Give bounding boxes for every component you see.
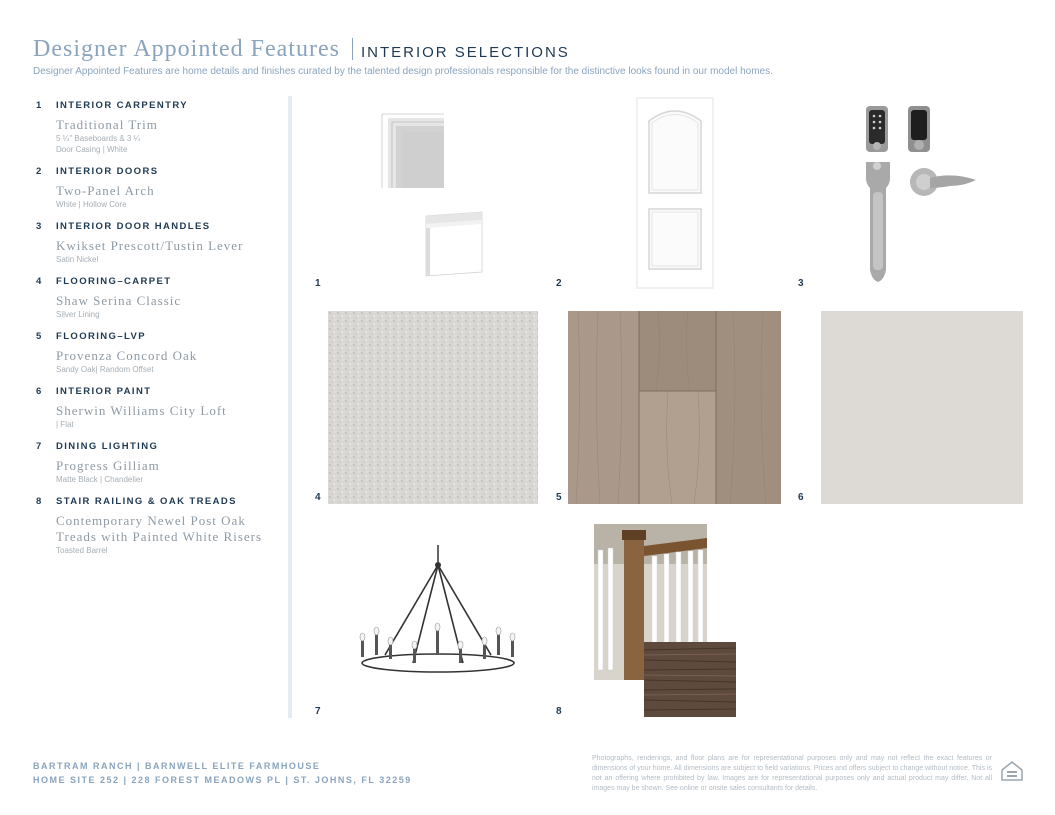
page-header [33, 36, 570, 63]
selection-category: INTERIOR PAINT [56, 386, 152, 397]
column-divider [288, 96, 292, 718]
selection-detail: Satin Nickel [56, 255, 99, 264]
page-subtitle: INTERIOR SELECTIONS [360, 44, 570, 61]
home-site-line: HOME SITE 252 | 228 FOREST MEADOWS PL | ST. JOHNS, FL 32259 [33, 775, 412, 785]
selection-name: Shaw Serina Classic [56, 293, 182, 308]
selection-number: 8 [36, 496, 43, 507]
selection-item [36, 441, 276, 485]
selection-name: Contemporary Newel Post Oak Treads with Painted White Risers [56, 513, 263, 544]
selection-number: 4 [36, 276, 43, 287]
selection-detail: | Flat [56, 420, 74, 429]
selection-detail: Door Casing | White [56, 145, 128, 154]
image-label: 5 [556, 492, 562, 503]
footer-address [33, 759, 412, 787]
community-line: BARTRAM RANCH | BARNWELL ELITE FARMHOUSE [33, 761, 321, 771]
selection-category: STAIR RAILING & OAK TREADS [56, 496, 237, 507]
selection-category: FLOORING–CARPET [56, 276, 172, 287]
selection-number: 2 [36, 166, 43, 177]
selection-number: 5 [36, 331, 43, 342]
image-label: 4 [315, 492, 321, 503]
selection-detail: White | Hollow Core [56, 200, 127, 209]
selection-detail: Sandy Oak| Random Offset [56, 365, 154, 374]
equal-housing-icon [1000, 759, 1024, 783]
image-label: 8 [556, 706, 562, 717]
selection-name: Progress Gilliam [56, 458, 160, 473]
selection-name: Provenza Concord Oak [56, 348, 198, 363]
door-handles-image [860, 100, 980, 286]
chandelier-image [355, 545, 521, 680]
selection-category: DINING LIGHTING [56, 441, 159, 452]
selection-item [36, 100, 276, 155]
intro-text: Designer Appointed Features are home details and finishes curated by the talented design professionals responsible for the distinctive looks found in our model homes. [33, 66, 773, 77]
title-divider [352, 38, 353, 60]
paint-swatch [821, 311, 1023, 504]
selection-number: 1 [36, 100, 43, 111]
selection-detail: 5 ¼" Baseboards & 3 ¼ [56, 134, 141, 143]
image-label: 7 [315, 706, 321, 717]
page-title: Designer Appointed Features [33, 36, 340, 62]
lvp-flooring-image [568, 311, 781, 504]
selection-name: Sherwin Williams City Loft [56, 403, 227, 418]
baseboard-image [422, 210, 486, 278]
selection-detail: Matte Black | Chandelier [56, 475, 144, 484]
selection-name: Traditional Trim [56, 117, 158, 132]
selection-number: 3 [36, 221, 43, 232]
selection-detail: Toasted Barrel [56, 546, 108, 555]
selection-number: 6 [36, 386, 43, 397]
selection-item [36, 166, 276, 210]
image-label: 3 [798, 278, 804, 289]
two-panel-door-image [636, 97, 714, 289]
selection-detail: Silver Lining [56, 310, 100, 319]
trim-casing-image [378, 110, 444, 188]
selection-number: 7 [36, 441, 43, 452]
selection-category: INTERIOR DOORS [56, 166, 159, 177]
selection-item [36, 221, 276, 265]
selection-item [36, 276, 276, 320]
selection-category: FLOORING–LVP [56, 331, 146, 342]
selection-name: Kwikset Prescott/Tustin Lever [56, 238, 244, 253]
selection-item [36, 386, 276, 430]
image-label: 1 [315, 278, 321, 289]
selection-item [36, 331, 276, 375]
disclaimer: Photographs, renderings, and floor plans are for representational purposes only and may not reflect the exact features or dimensions of your home. All dimensions are subject to field variations. Prices and offers subject to change without notice. This is not an offering where prohibited by law. Images are for representational purposes only and actual product may differ. Not all images may be shown. See online or onsite sales consultants for details. [592, 755, 992, 792]
image-label: 2 [556, 278, 562, 289]
image-label: 6 [798, 492, 804, 503]
selection-category: INTERIOR CARPENTRY [56, 100, 188, 111]
stair-railing-image [594, 524, 736, 717]
selection-category: INTERIOR DOOR HANDLES [56, 221, 211, 232]
selection-list [36, 100, 276, 567]
carpet-swatch-image [328, 311, 538, 504]
selection-name: Two-Panel Arch [56, 183, 155, 198]
selection-item [36, 496, 276, 556]
